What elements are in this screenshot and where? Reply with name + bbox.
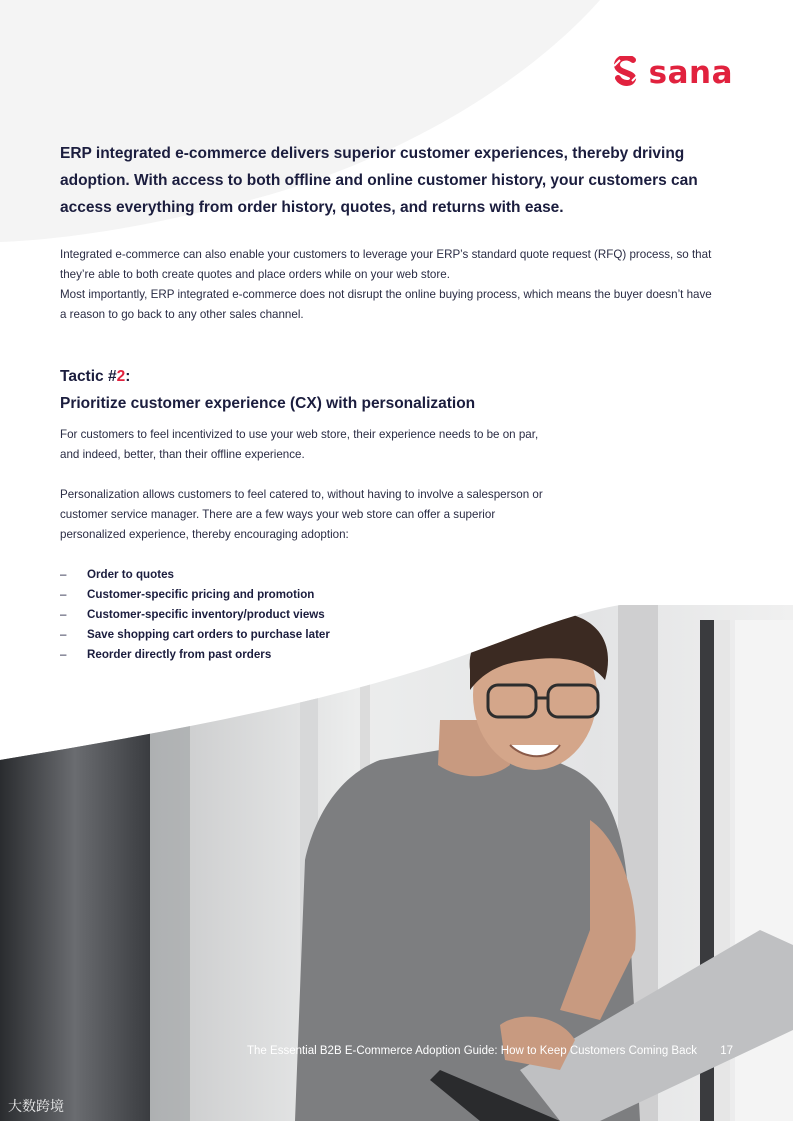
intro-paragraph-1: Integrated e-commerce can also enable your customers to leverage your ERP’s standard quote request (RFQ) process, so that they’re able to both create quotes and place orders while on your web store. bbox=[60, 248, 712, 281]
page-number: 17 bbox=[720, 1045, 733, 1057]
tactic-label-prefix: Tactic # bbox=[60, 368, 117, 385]
list-item-text: Order to quotes bbox=[87, 568, 174, 581]
footer-title: The Essential B2B E-Commerce Adoption Guide: How to Keep Customers Coming Back bbox=[247, 1045, 697, 1057]
hero-photo-man-with-laptop bbox=[0, 600, 793, 1121]
list-dash: – bbox=[60, 648, 67, 661]
page-footer bbox=[0, 1045, 733, 1057]
list-item-text: Save shopping cart orders to purchase later bbox=[87, 628, 330, 641]
tactic-label-suffix: : bbox=[125, 368, 131, 385]
list-item bbox=[60, 645, 720, 665]
list-dash: – bbox=[60, 608, 67, 621]
tactic-title: Prioritize customer experience (CX) with personalization bbox=[60, 395, 476, 412]
list-item bbox=[60, 625, 720, 645]
watermark: 大数跨境 bbox=[8, 1098, 64, 1114]
list-item bbox=[60, 565, 720, 585]
logo-wordmark: sana bbox=[648, 54, 733, 91]
intro-lead: ERP integrated e-commerce delivers superior customer experiences, thereby driving adoption. With access to both offline and online customer history, your customers can access everything from order history, quotes, and returns with ease. bbox=[60, 145, 698, 216]
sana-logo bbox=[611, 56, 733, 90]
list-item bbox=[60, 605, 720, 625]
sana-logo-icon bbox=[611, 56, 641, 90]
list-dash: – bbox=[60, 588, 67, 601]
main-content bbox=[60, 140, 720, 665]
list-item-text: Reorder directly from past orders bbox=[87, 648, 272, 661]
list-dash: – bbox=[60, 628, 67, 641]
list-item bbox=[60, 585, 720, 605]
personalization-list bbox=[60, 565, 720, 665]
list-item-text: Customer-specific inventory/product views bbox=[87, 608, 325, 621]
list-dash: – bbox=[60, 568, 67, 581]
tactic-paragraph-2: Personalization allows customers to feel catered to, without having to involve a salesperson or customer service manager. There are a few ways your web store can offer a superior personalized experience, thereby encouraging adoption: bbox=[60, 488, 543, 541]
intro-paragraph-2: Most importantly, ERP integrated e-commerce does not disrupt the online buying process, which means the buyer doesn’t have a reason to go back to any other sales channel. bbox=[60, 288, 712, 321]
tactic-heading bbox=[60, 363, 720, 417]
tactic-paragraph-1: For customers to feel incentivized to use your web store, their experience needs to be on par, and indeed, better, than their offline experience. bbox=[60, 428, 539, 461]
list-item-text: Customer-specific pricing and promotion bbox=[87, 588, 315, 601]
tactic-label bbox=[60, 363, 720, 390]
tactic-number: 2 bbox=[116, 368, 126, 385]
